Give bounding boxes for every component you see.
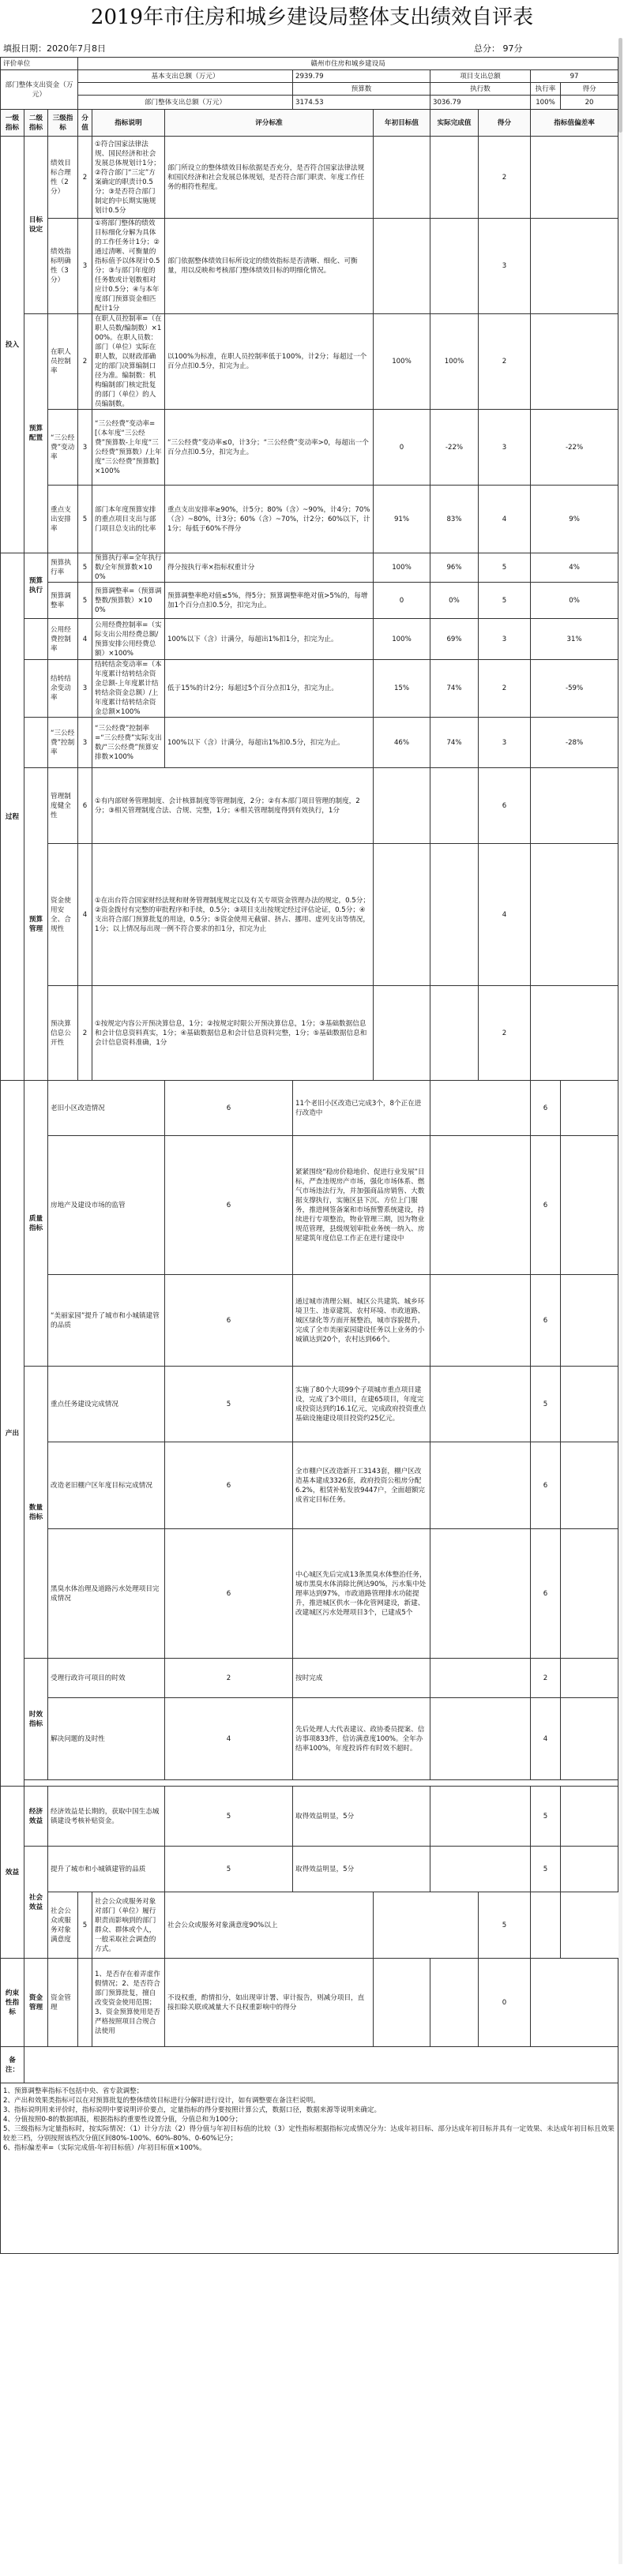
max-score: 3 <box>78 718 92 768</box>
target-value <box>374 1959 430 2047</box>
scoring-standard <box>374 768 430 844</box>
indicator-desc: 社会公众或服务对象对部门（单位）履行职责而影响到的部门群众、群体或个人，一般采取社会调查的方式。 <box>92 1892 165 1959</box>
deviation-rate: 4% <box>531 553 618 583</box>
actual-value: 74% <box>430 660 479 718</box>
deviation-rate <box>561 1787 618 1847</box>
got-score: 2 <box>479 660 531 718</box>
scoring-standard: 通过城市清理公厕、城区公共建筑、城乡环境卫生、违章建筑、农村环境、市政道路、城区绿化等方面开展整治，城市容貌提升，完成了全市美丽家园建设任务以上业务的小城镇达到20个，农村达到66个。 <box>293 1275 430 1367</box>
level2-label: 资金管理 <box>24 1959 48 2047</box>
actual-value <box>430 986 479 1081</box>
score-label: 得分 <box>561 83 618 96</box>
indicator-desc: 预算执行率=全年执行数/全年预算数×100% <box>92 553 165 583</box>
deviation-rate <box>531 844 618 986</box>
got-score: 5 <box>479 1892 531 1959</box>
level3-label: 在职人员控制率 <box>48 314 78 410</box>
note-item: 3、指标说明用来评价时，指标说明中要说明评价要点，定量指标的得分要按照计算公式，数据口径，数据来源等说明来确定。 <box>3 2106 382 2114</box>
actual-value <box>430 1659 531 1698</box>
got-score: 6 <box>531 1136 561 1275</box>
target-value: 91% <box>374 486 430 553</box>
actual-value <box>430 1787 531 1847</box>
target-value: 100% <box>374 553 430 583</box>
scoring-standard: 不设权重，酌情扣分，如出现审计署、审计报告，则减分项目，直接扣除关联或减量大不良权重影响中的得分 <box>165 1959 374 2047</box>
max-score: 2 <box>165 1659 293 1698</box>
actual-value: 96% <box>430 553 479 583</box>
actual-value <box>430 768 479 844</box>
target-value: 46% <box>374 718 430 768</box>
level3-label: “三公经费”控制率 <box>48 718 78 768</box>
exec-rate-value: 100% <box>531 96 561 110</box>
indicator-desc: ①有内部财务管理制度、会计核算制度等管理制度，2分；②有本部门项目管理的制度，2分；③相关管理制度合法、合规、完整，1分；④相关管理制度得到有效执行，1分 <box>92 768 374 844</box>
scoring-standard <box>374 844 430 986</box>
unit-label: 评价单位 <box>1 58 78 70</box>
scoring-standard: 得分按执行率×指标权重计分 <box>165 553 374 583</box>
scoring-standard: 100%以下（含）计满分，每超出1%扣0.5分，扣完为止。 <box>165 718 374 768</box>
scoring-standard: 100%以下（含）计满分，每超出1%扣1分，扣完为止。 <box>165 619 374 660</box>
got-score: 3 <box>479 619 531 660</box>
indicator-desc: 公用经费控制率=（实际支出公用经费总额/预算安排公用经费总额）×100% <box>92 619 165 660</box>
deviation-rate <box>561 1275 618 1367</box>
evaluation-table <box>0 57 618 2254</box>
col-header: 分值 <box>78 110 92 137</box>
level2-label <box>24 718 48 768</box>
indicator-desc: 部门本年度预算安排的重点项目支出与部门项目总支出的比率 <box>92 486 165 553</box>
col-header: 一级指标 <box>1 110 24 137</box>
total-score: 总分： 97分 <box>474 43 523 54</box>
level2-label: 预算配置 <box>24 314 48 553</box>
level3-label: “三公经费”变动率 <box>48 410 78 486</box>
indicator-desc: “三公经费”变动率=[（本年度“三公经费”预算数-上年度“三公经费”预算数）/上年度“三公经费”预算数]×100% <box>92 410 165 486</box>
target-value <box>374 219 430 314</box>
got-score: 5 <box>479 583 531 619</box>
actual-value <box>430 1847 531 1892</box>
max-score: 5 <box>165 1367 293 1442</box>
scoring-standard: 社会公众或服务对象满意度90%以上 <box>165 1892 374 1959</box>
deviation-rate <box>531 314 618 410</box>
level3-label: 重点任务建设完成情况 <box>48 1367 165 1442</box>
actual-value: -22% <box>430 410 479 486</box>
level2-label: 经济效益 <box>24 1787 48 1847</box>
deviation-rate <box>561 1367 618 1442</box>
actual-value: 74% <box>430 718 479 768</box>
max-score: 5 <box>165 1847 293 1892</box>
got-score: 5 <box>531 1367 561 1442</box>
deviation-rate <box>561 1081 618 1136</box>
fill-date: 填报日期：2020年7月8日 <box>3 43 106 54</box>
deviation-rate <box>531 137 618 219</box>
level3-label: 结转结余变动率 <box>48 660 78 718</box>
dept-total-label: 部门整体支出总额（万元） <box>78 96 293 110</box>
deviation-rate: 31% <box>531 619 618 660</box>
deviation-rate: -59% <box>531 660 618 718</box>
got-score: 0 <box>479 1959 531 2047</box>
budget-label: 预算数 <box>293 83 430 96</box>
target-value: 0 <box>374 410 430 486</box>
indicator-desc: 结转结余变动率=（本年度累计结转结余资金总额-上年度累计结转结余资金总额）/上年度累计结转结余资金总额×100% <box>92 660 165 718</box>
scoring-standard: 先后处理人大代表建议、政协委员提案、信访事项833件，信访满意度100%。全年办结率100%，年度投诉件有时效不超时。 <box>293 1698 430 1780</box>
indicator-desc: ①将部门整体的绩效目标细化分解为具体的工作任务计1分；②通过清晰、可衡量的指标值予以体现计0.5分；③与部门年度的任务数或计划数相对应计0.5分；④与本年度部门预算资金相匹配计1分 <box>92 219 165 314</box>
scoring-standard: 实施了80个大项99个子项城市重点项目建设，完成了3个项目，在建65项目，年度完成投资达到约16.1亿元，完成政府投资重点基础设施建设项目投资约25亿元。 <box>293 1367 430 1442</box>
scoring-standard: 取得效益明显，5分 <box>293 1787 430 1847</box>
max-score: 5 <box>78 1892 92 1959</box>
actual-value <box>430 1442 531 1529</box>
remarks-label: 备注： <box>1 2047 24 2083</box>
exec-rate-label: 执行率 <box>531 83 561 96</box>
max-score: 4 <box>165 1698 293 1780</box>
got-score: 4 <box>479 844 531 986</box>
basic-total-value: 2939.79 <box>293 70 430 83</box>
max-score: 6 <box>165 1275 293 1367</box>
max-score: 6 <box>165 1529 293 1659</box>
got-score: 6 <box>531 1442 561 1529</box>
col-header: 二级指标 <box>24 110 48 137</box>
target-value: 15% <box>374 660 430 718</box>
actual-value: 0% <box>430 583 479 619</box>
page-scrollbar-thumb[interactable] <box>618 38 622 133</box>
level3-label: 受理行政许可项目的时效 <box>48 1659 165 1698</box>
level3-label: 社会公众或服务对象满意度 <box>48 1892 78 1959</box>
indicator-desc: “三公经费”控制率=“三公经费”实际支出数/“三公经费”预算安排数×100% <box>92 718 165 768</box>
scoring-standard: 以100%为标准，在职人员控制率低于100%，计2分；每超过一个百分点扣0.5分，扣完为止。 <box>165 314 374 410</box>
scoring-standard: 取得效益明显，5分 <box>293 1847 430 1892</box>
deviation-rate <box>561 1847 618 1892</box>
max-score: 3 <box>78 410 92 486</box>
got-score: 3 <box>479 718 531 768</box>
score-value: 20 <box>561 96 618 110</box>
level3-label: 老旧小区改造情况 <box>48 1081 165 1136</box>
level2-label: 预算管理 <box>24 768 48 1081</box>
got-score: 6 <box>531 1275 561 1367</box>
section-constraint: 约束性指标 <box>1 1959 24 2047</box>
scoring-standard: 预算调整率绝对值≤5%，得5分；预算调整率绝对值>5%的，每增加1个百分点扣0.5分，扣完为止。 <box>165 583 374 619</box>
scoring-standard: 低于15%的计2分；每超过5个百分点扣1分，扣完为止。 <box>165 660 374 718</box>
scoring-standard <box>374 986 430 1081</box>
got-score: 5 <box>479 553 531 583</box>
level3-label: 经济效益是长期的，获取中国生态城镇建设考核补贴资金。 <box>48 1787 165 1847</box>
scoring-standard: 部门依据整体绩效目标所设定的绩效指标是否清晰、细化、可衡量，用以反映和考核部门整体绩效目标的明细化情况。 <box>165 219 374 314</box>
level2-label <box>24 619 48 660</box>
target-value <box>374 137 430 219</box>
note-item: 6、指标偏差率=（实际完成值-年初目标值）/年初目标值×100%。 <box>3 2144 206 2152</box>
max-score: 6 <box>165 1136 293 1275</box>
exec-value: 3036.79 <box>430 96 531 110</box>
max-score: 4 <box>78 844 92 986</box>
got-score: 5 <box>531 1787 561 1847</box>
scoring-standard: 11个老旧小区改造已完成3个，8个正在进行改造中 <box>293 1081 430 1136</box>
scoring-standard: 中心城区先后完成13条黑臭水体整治任务，城市黑臭水体消除比例达90%，污水集中处理率达到97%，市政道路管理排水功能提升，推进城区供水一体化管网建设，新建、改建城区污水处理项目3个，已建成5个 <box>293 1529 430 1659</box>
max-score: 5 <box>78 553 92 583</box>
level3-label: 公用经费控制率 <box>48 619 78 660</box>
max-score: 3 <box>78 660 92 718</box>
level3-label: 绩效指标明确性（3分） <box>48 219 78 314</box>
deviation-rate: 0% <box>531 583 618 619</box>
level3-label: 解决问题的及时性 <box>48 1698 165 1780</box>
deviation-rate <box>561 1698 618 1780</box>
section-effect: 效益 <box>1 1787 24 1959</box>
target-value: 0 <box>374 583 430 619</box>
deviation-rate <box>561 1529 618 1659</box>
actual-value <box>430 1698 531 1780</box>
max-score: 4 <box>78 619 92 660</box>
note-item: 5、三级指标为定量指标时，按实际情况：（1）计分方法（2）得分值与年初目标值的比较（3）定性指标根据指标完成情况分为：达成年初目标、部分达成年初目标并具有一定效果、未达成年初目标且效果较差三档，分别按照该档次分值区间80%-100%、60%-80%、0-60%记分； <box>3 2125 615 2143</box>
got-score: 5 <box>531 1847 561 1892</box>
level2-label: 预算执行 <box>24 553 48 619</box>
got-score: 4 <box>531 1698 561 1780</box>
deviation-rate <box>531 1892 561 1959</box>
got-score: 3 <box>479 410 531 486</box>
col-header: 指标说明 <box>92 110 165 137</box>
level2-label: 质量指标 <box>24 1081 48 1367</box>
actual-value <box>430 844 479 986</box>
scoring-standard: 重点支出安排率≥90%，计5分；80%（含）~90%，计4分；70%（含）~80%，计3分；60%（含）~70%，计2分；60%以下，计1分；每低于60%不得分 <box>165 486 374 553</box>
deviation-rate: -22% <box>531 410 618 486</box>
got-score: 2 <box>479 986 531 1081</box>
max-score <box>78 1959 92 2047</box>
deviation-rate: 9% <box>531 486 618 553</box>
level3-label: 预算执行率 <box>48 553 78 583</box>
scoring-standard: “三公经费”变动率≤0，计3分；“三公经费”变动率>0，每超出一个百分点扣0.5分，扣完为止。 <box>165 410 374 486</box>
got-score: 2 <box>479 314 531 410</box>
max-score: 2 <box>78 986 92 1081</box>
col-header: 得分 <box>479 110 531 137</box>
actual-value <box>430 1275 531 1367</box>
col-header: 指标值偏差率 <box>531 110 618 137</box>
got-score: 2 <box>479 137 531 219</box>
max-score: 5 <box>78 583 92 619</box>
actual-value <box>430 1529 531 1659</box>
deviation-rate <box>561 1136 618 1275</box>
note-item: 2、产出和效果类指标可以在对预算批复的整体绩效目标进行分解时进行设计，如有调整要在备注栏说明。 <box>3 2097 320 2105</box>
got-score: 3 <box>479 219 531 314</box>
deviation-rate <box>561 1659 618 1698</box>
got-score: 2 <box>531 1659 561 1698</box>
unit-value: 赣州市住房和城乡建设局 <box>78 58 618 70</box>
basic-total-label: 基本支出总额（万元） <box>78 70 293 83</box>
level3-label: “美丽家园”提升了城市和小城镇建管的品质 <box>48 1275 165 1367</box>
indicator-desc: ①在出台符合国家财经法规和财务管理制度规定以及有关专项资金管理办法的规定，0.5分；②资金拨付有完整的审批程序和手续，0.5分；③项目支出按规定经过评估论证，0.5分；④支出符合部门预算批复的用途，0.5分；⑤资金使用无截留、挤占、挪用、虚列支出等情况，1分；以上情况每出现一例不符合要求的扣1分，扣完为止 <box>92 844 374 986</box>
col-header: 实际完成值 <box>430 110 479 137</box>
scoring-standard: 全市棚户区改造新开工3143套，棚户区改造基本建成3326套，政府投资公租房分配6.2%，租赁补贴发放9447户，全面超额完成省定目标任务。 <box>293 1442 430 1529</box>
col-header: 三级指标 <box>48 110 78 137</box>
max-score: 5 <box>78 486 92 553</box>
level3-label: 提升了城市和小城镇建管的品质 <box>48 1847 165 1892</box>
actual-value <box>430 1959 479 2047</box>
col-header: 评分标准 <box>165 110 374 137</box>
actual-value <box>374 1892 479 1959</box>
level3-label: 资金使用安全、合规性 <box>48 844 78 986</box>
deviation-rate <box>531 1959 618 2047</box>
note-item: 4、分值按照0-8的数据填报，根据指标的重要性设置分值，分值总和为100分； <box>3 2116 242 2124</box>
got-score: 6 <box>531 1529 561 1659</box>
level2-label <box>24 660 48 718</box>
indicator-desc: 在职人员控制率=（在职人员数/编制数）×100%。在职人员数：部门（单位）实际在职人数，以财政部确定的部门决算编制口径为准。编制数：机构编制部门核定批复的部门（单位）的人员编制数。 <box>92 314 165 410</box>
actual-value <box>430 1136 531 1275</box>
got-score: 6 <box>531 1081 561 1136</box>
indicator-desc: 1、是否存在着弄虚作假情况；2、是否符合部门预算批复，擅自改变资金使用范围；3、资金预算使用是否严格按照项目合规合法使用 <box>92 1959 165 2047</box>
actual-value: 69% <box>430 619 479 660</box>
scoring-standard: 部门所设立的整体绩效目标依据是否充分，是否符合国家法律法规和国民经济和社会发展总体规划，是否符合部门职责、年度工作任务的相符性程度。 <box>165 137 374 219</box>
max-score: 2 <box>78 314 92 410</box>
section-output: 产出 <box>1 1081 24 1787</box>
max-score: 3 <box>78 219 92 314</box>
deviation-rate <box>531 768 618 844</box>
section-input: 投入 <box>1 137 24 553</box>
level3-label: 房地产及建设市场的监管 <box>48 1136 165 1275</box>
deviation-rate <box>531 986 618 1081</box>
actual-value: 100% <box>430 314 479 410</box>
level3-label: 改造老旧棚户区年度目标完成情况 <box>48 1442 165 1529</box>
page-scrollbar[interactable] <box>618 38 622 2564</box>
page-title: 2019年市住房和城乡建设局整体支出绩效自评表 <box>90 6 534 29</box>
dept-funds-label: 部门整体支出资金（万元） <box>1 70 78 110</box>
indicator-desc: ①按规定内容公开预决算信息，1分；②按规定时限公开预决算信息，1分；③基础数据信息和会计信息资料真实，1分；④基础数据信息和会计信息资料完整，1分；⑤基础数据信息和会计信息资料准确，1分 <box>92 986 374 1081</box>
exec-label: 执行数 <box>430 83 531 96</box>
level3-label: 管理制度健全性 <box>48 768 78 844</box>
indicator-desc: ①符合国家法律法规、国民经济和社会发展总体规划计1分；②符合部门“三定”方案确定的职责计0.5分；③是否符合部门制定的中长期实施规划计0.5分 <box>92 137 165 219</box>
max-score: 6 <box>165 1081 293 1136</box>
actual-value: 83% <box>430 486 479 553</box>
indicator-desc: 预算调整率=（预算调整数/预算数）×100% <box>92 583 165 619</box>
note-item: 1、预算调整率指标不包括中央、省专款调整； <box>3 2087 144 2095</box>
max-score: 5 <box>165 1787 293 1847</box>
level3-label: 预决算信息公开性 <box>48 986 78 1081</box>
max-score: 6 <box>165 1442 293 1529</box>
budget-value: 3174.53 <box>293 96 430 110</box>
project-total-value: 97 <box>531 70 618 83</box>
level3-label: 黑臭水体治理及道路污水处理项目完成情况 <box>48 1529 165 1659</box>
col-header: 年初目标值 <box>374 110 430 137</box>
deviation-rate <box>561 1442 618 1529</box>
level2-label: 社会效益 <box>24 1847 48 1959</box>
actual-value <box>430 219 479 314</box>
actual-value <box>430 1081 531 1136</box>
actual-value <box>430 1367 531 1442</box>
level2-label: 数量指标 <box>24 1367 48 1659</box>
target-value: 100% <box>374 619 430 660</box>
actual-value <box>430 137 479 219</box>
project-total-label: 项目支出总额 <box>430 70 531 83</box>
got-score: 4 <box>479 486 531 553</box>
level3-label: 资金管理 <box>48 1959 78 2047</box>
deviation-rate: -28% <box>531 718 618 768</box>
max-score: 2 <box>78 137 92 219</box>
section-process: 过程 <box>1 553 24 1081</box>
level2-label: 目标设定 <box>24 137 48 314</box>
level3-label: 重点支出安排率 <box>48 486 78 553</box>
level3-label: 绩效目标合理性（2分） <box>48 137 78 219</box>
level2-label: 时效指标 <box>24 1659 48 1780</box>
deviation-rate <box>531 219 618 314</box>
max-score: 6 <box>78 768 92 844</box>
scoring-standard: 紧紧围绕“稳房价稳地价、促进行业发展”目标，严查违规房产市场，强化市场体系、燃气市场违法行为，并加强商品房销售、大数据支撑执行，实施区县下沉、方位上门服务，推进网签备案和市场预警系统建设，持续进行专项整治，物业管理三期，因为物业规范管理，县级规划审批业务统一纳入、房屋建筑年度信息工作正在进行建设中 <box>293 1136 430 1275</box>
target-value: 100% <box>374 314 430 410</box>
got-score: 6 <box>479 768 531 844</box>
scoring-standard: 按时完成 <box>293 1659 430 1698</box>
level3-label: 预算调整率 <box>48 583 78 619</box>
